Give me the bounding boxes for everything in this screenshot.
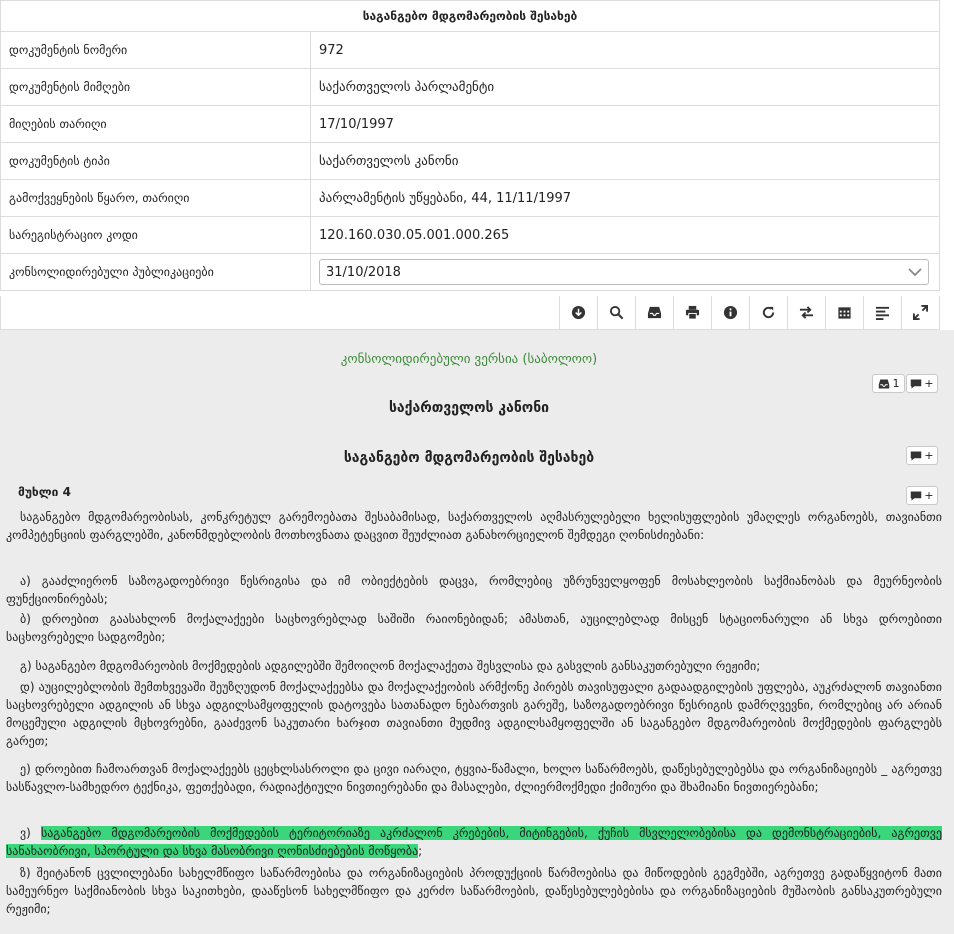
print-button[interactable]	[673, 296, 711, 329]
info-value: 120.160.030.05.001.000.265	[311, 217, 940, 254]
inbox-icon	[878, 378, 890, 390]
chevron-down-icon	[908, 265, 922, 279]
article-item-g: გ) საგანგებო მდგომარეობის მოქმედების ადგილებში შემოიღონ მოქალაქეთა შესვლისა და გასვლის განსაკუთრებული რეჟიმი;	[20, 659, 761, 673]
article-item-v	[6, 824, 942, 860]
comment-icon	[910, 490, 922, 502]
info-label: კონსოლიდირებული პუბლიკაციები	[1, 254, 311, 291]
consolidated-version-select[interactable]	[319, 259, 929, 285]
info-value: 972	[311, 32, 940, 69]
info-label: დოკუმენტის მიმღები	[1, 69, 311, 106]
info-icon	[723, 305, 738, 320]
comment-icon	[910, 378, 922, 390]
comment-plus: +	[924, 489, 934, 502]
info-label: დოკუმენტის ტიპი	[1, 143, 311, 180]
refresh-button[interactable]	[749, 296, 787, 329]
expand-icon	[913, 305, 928, 320]
info-row-consolidated	[1, 254, 940, 291]
compare-icon	[799, 305, 814, 320]
print-icon	[685, 305, 700, 320]
comment-plus: +	[924, 449, 934, 462]
info-value: საქართველოს პარლამენტი	[311, 69, 940, 106]
info-button[interactable]	[711, 296, 749, 329]
inbox-icon	[647, 305, 662, 320]
info-label: დოკუმენტის ნომერი	[1, 32, 311, 69]
article-item-e: ე) დროებით ჩამოართვან მოქალაქეებს ცეცხლსასროლი და ცივი იარაღი, ტყვია-წამალი, ხოლო საწარმოებს, დაწესებულებებსა და ორგანიზაციებს _ აგრეთვე სასწავლო-სამხედრო ტექნიკა, ფეთქებადი, რადიაქტიული ნივთიერებანი და მასალები, ძლიერმოქმედი ქიმიური და შხამიანი ნივთიერებანი;	[6, 762, 942, 794]
article-item-b: ბ) დროებით გაასახლონ მოქალაქეები საცხოვრებლად საშიში რაიონებიდან; ამასთან, აუცილებლად მისცენ სტაციონარული ან სხვა დროებითი საცხოვრებელი სადგომები;	[6, 612, 942, 644]
calendar-icon	[837, 305, 852, 320]
law-title: საგანგებო მდგომარეობის შესახებ	[343, 450, 595, 466]
article-item-a: ა) გააძლიერონ საზოგადოებრივი წესრიგისა და იმ ობიექტების დაცვა, რომლებიც უზრუნველყოფენ მოსახლეობის საქმიანობას და მეურნეობის ფუნქციონირებას;	[6, 574, 942, 606]
version-label: კონსოლიდირებული ვერსია (საბოლოო)	[340, 352, 598, 367]
info-row-number	[1, 32, 940, 69]
download-button[interactable]	[559, 296, 597, 329]
info-value: პარლამენტის უწყებანი, 44, 11/11/1997	[311, 180, 940, 217]
compare-button[interactable]	[787, 296, 825, 329]
expand-button[interactable]	[901, 296, 939, 329]
refresh-icon	[761, 305, 776, 320]
align-left-icon	[875, 305, 890, 320]
info-row-code	[1, 217, 940, 254]
info-value	[311, 254, 940, 291]
align-button[interactable]	[863, 296, 901, 329]
document-content	[0, 330, 954, 934]
info-value: საქართველოს კანონი	[311, 143, 940, 180]
info-row-issuer	[1, 69, 940, 106]
info-label: სარეგისტრაციო კოდი	[1, 217, 311, 254]
article-intro: საგანგებო მდგომარეობისას, კონკრეტულ გარემოებათა შესაბამისად, საქართველოს აღმასრულებელი ხელისუფლების უმაღლეს ორგანოებს, თავიანთი კომპეტენციის ფარგლებში, კანონმდებლობის მოთხოვნათა დაცვით შეუძლიათ განახორციელონ შემდეგი ღონისძიებანი:	[6, 510, 942, 542]
article-title: მუხლი 4	[18, 485, 71, 499]
add-comment-button[interactable]	[906, 486, 938, 505]
highlighted-text: საგანგებო მდგომარეობის მოქმედების ტერიტორიაზე აკრძალონ კრებების, მიტინგების, ქუჩის მსვლელობებისა და დემონსტრაციების, აგრეთვე სანახაობრივი, სპორტული და სხვა მასობრივი ღონისძიებების მოწყობა	[6, 826, 942, 858]
inbox-count: 1	[892, 377, 900, 390]
download-icon	[571, 305, 586, 320]
select-value: 31/10/2018	[326, 264, 401, 280]
info-table-title: საგანგებო მდგომარეობის შესახებ	[1, 1, 940, 32]
add-comment-button[interactable]	[906, 374, 938, 393]
search-button[interactable]	[597, 296, 635, 329]
item-v-suffix: ;	[418, 844, 423, 858]
item-v-prefix: ვ)	[20, 826, 31, 840]
law-type: საქართველოს კანონი	[388, 400, 550, 416]
calendar-button[interactable]	[825, 296, 863, 329]
document-info-table	[0, 0, 940, 291]
info-row-type	[1, 143, 940, 180]
info-value: 17/10/1997	[311, 106, 940, 143]
info-row-source	[1, 180, 940, 217]
article-item-z: ზ) შეიტანონ ცვლილებანი სახელმწიფო საწარმოებისა და ორგანიზაციების პროდუქციის წარმოებისა და მიწოდების გეგმებში, აგრეთვე გადაწყვიტონ მათი სამეურნეო საქმიანობის სხვა საკითხები, დააწესონ სახელმწიფო და კერძო საწარმოების, დაწესებულებებისა და ორგანიზაციების მუშაობის განსაკუთრებული რეჟიმი;	[6, 866, 942, 916]
search-icon	[609, 305, 624, 320]
inbox-count-badge[interactable]	[872, 374, 905, 393]
inbox-button[interactable]	[635, 296, 673, 329]
article-item-d: დ) აუცილებლობის შემთხვევაში შეუზღუდონ მოქალაქეებსა და მოქალაქეობის არმქონე პირებს თავისუფალი გადაადგილების უფლება, აუკრძალონ თავიანთი საცხოვრებელი ადგილის ან სხვა ადგილსამყოფელის დატოვება სათანადო ნებართვის გარეშე, საზოგადოებრივი წესრიგის დამრღვევნი, რომლებიც არ არიან მოცემული ადგილის მცხოვრებნი, გააძევონ საკუთარი ხარჯით თავიანთი მუდმივ ადგილსამყოფელში ან საგანგებო მდგომარეობის მოქმედების ფარგლებს გარეთ;	[6, 680, 942, 748]
info-row-date	[1, 106, 940, 143]
info-label: გამოქვეყნების წყარო, თარიღი	[1, 180, 311, 217]
comment-plus: +	[924, 377, 934, 390]
document-toolbar	[0, 296, 940, 330]
info-label: მიღების თარიღი	[1, 106, 311, 143]
